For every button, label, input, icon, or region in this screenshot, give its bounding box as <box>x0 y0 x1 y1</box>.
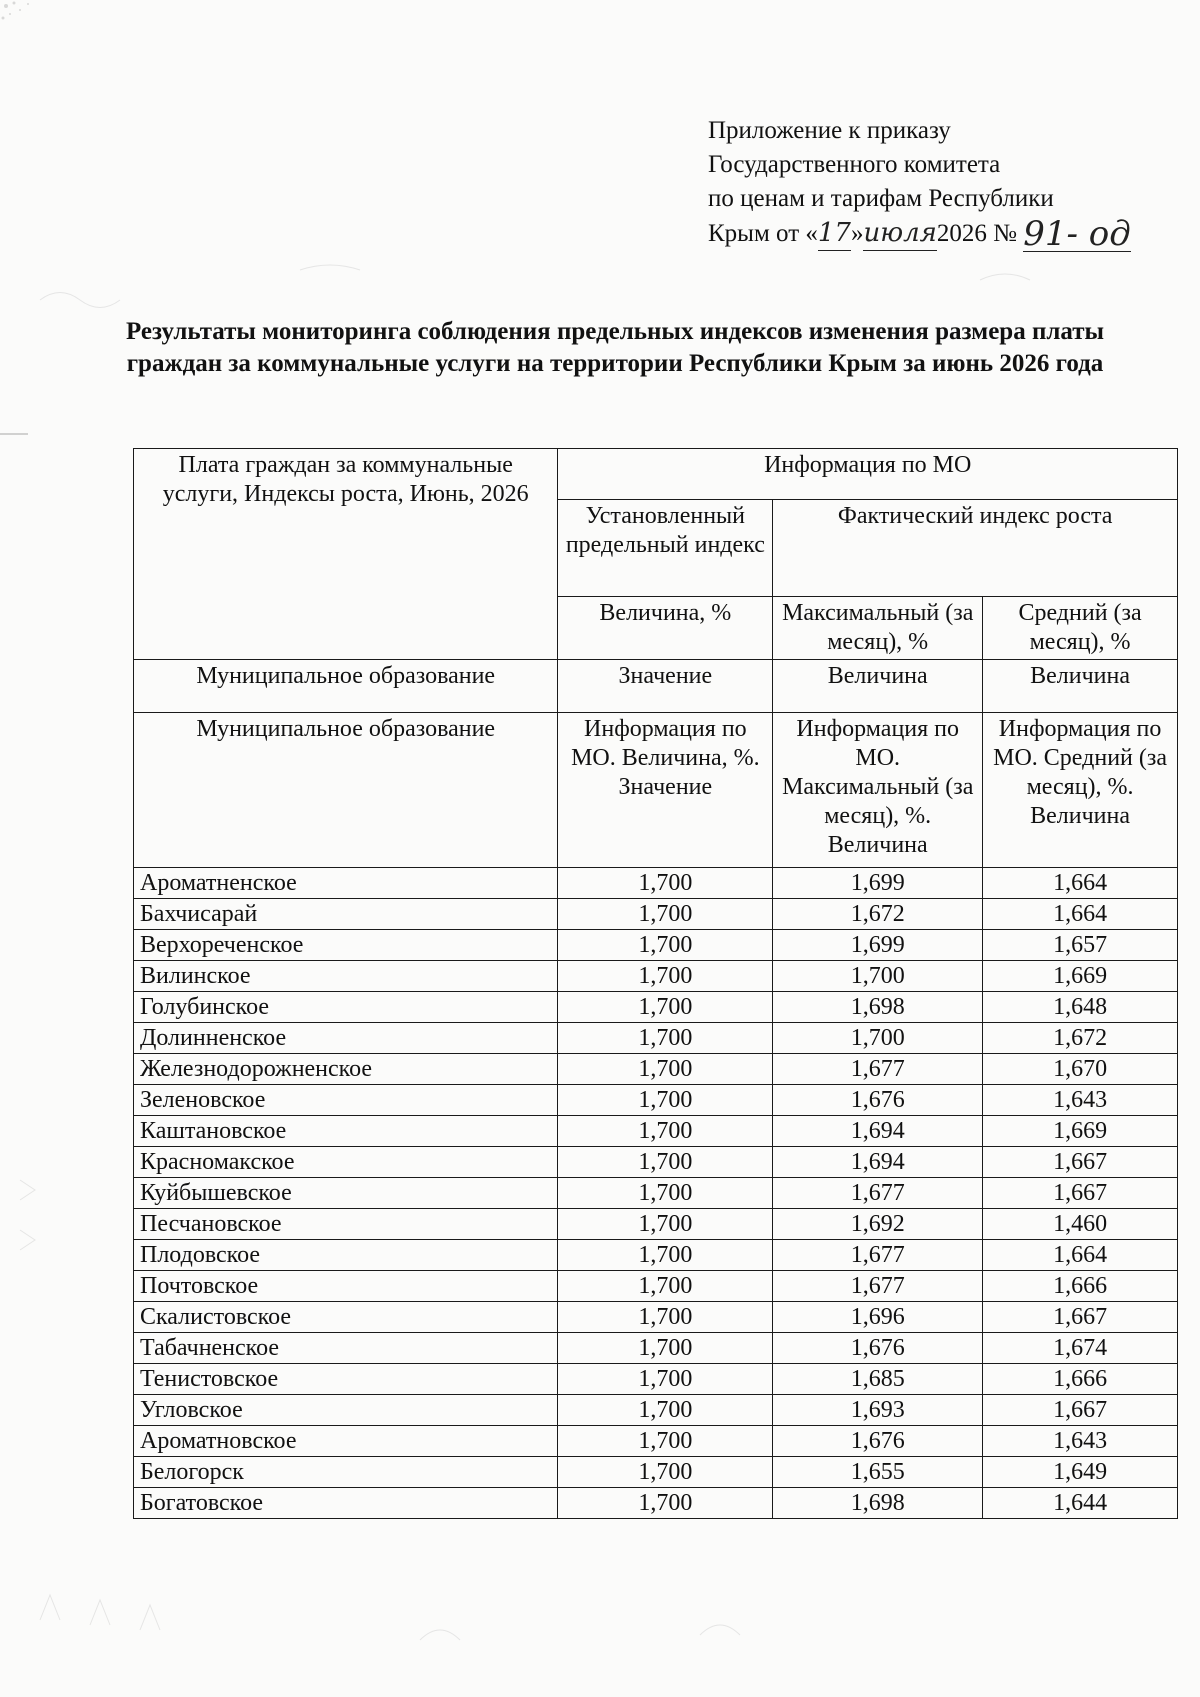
avg-value-cell: 1,667 <box>983 1147 1178 1178</box>
mo-label-header-full: Муниципальное образование <box>134 713 558 868</box>
date-prefix: Крым от « <box>708 220 818 247</box>
limit-value-cell: 1,700 <box>558 868 773 899</box>
table-row <box>134 1085 1178 1116</box>
value-pct-header: Величина, % <box>558 597 773 660</box>
table-row <box>134 1023 1178 1054</box>
table-row <box>134 1395 1178 1426</box>
table-row <box>134 1302 1178 1333</box>
municipality-name-cell: Каштановское <box>134 1116 558 1147</box>
avg-value-cell: 1,666 <box>983 1271 1178 1302</box>
municipality-name-cell: Табачненское <box>134 1333 558 1364</box>
max-value-cell: 1,696 <box>773 1302 983 1333</box>
avg-value-cell: 1,669 <box>983 961 1178 992</box>
municipality-name-cell: Ароматненское <box>134 868 558 899</box>
avg-value-cell: 1,664 <box>983 868 1178 899</box>
avg-value-cell: 1,667 <box>983 1302 1178 1333</box>
table-row <box>134 1271 1178 1302</box>
avg-value-cell: 1,669 <box>983 1116 1178 1147</box>
municipality-name-cell: Зеленовское <box>134 1085 558 1116</box>
municipality-name-cell: Железнодорожненское <box>134 1054 558 1085</box>
avg-value-cell: 1,674 <box>983 1333 1178 1364</box>
table-row <box>134 868 1178 899</box>
avg-full-header: Информация по МО. Средний (за месяц), %. Величина <box>983 713 1178 868</box>
document-title: Результаты мониторинга соблюдения предельных индексов изменения размера платы граждан за коммунальные услуги на территории Республики Крым за июнь 2026 года <box>125 318 1105 377</box>
table-row <box>134 1209 1178 1240</box>
table-row <box>134 1240 1178 1271</box>
avg-value-cell: 1,648 <box>983 992 1178 1023</box>
header-row-1 <box>134 449 1178 500</box>
max-value-cell: 1,698 <box>773 992 983 1023</box>
max-value-cell: 1,676 <box>773 1085 983 1116</box>
avg-value-cell: 1,666 <box>983 1364 1178 1395</box>
table-row <box>134 1333 1178 1364</box>
limit-value-cell: 1,700 <box>558 1209 773 1240</box>
mo-label-header: Муниципальное образование <box>134 660 558 713</box>
max-value-cell: 1,693 <box>773 1395 983 1426</box>
table-row <box>134 1178 1178 1209</box>
max-value-cell: 1,699 <box>773 868 983 899</box>
municipality-name-cell: Бахчисарай <box>134 899 558 930</box>
municipality-name-cell: Красномакское <box>134 1147 558 1178</box>
max-value-cell: 1,672 <box>773 899 983 930</box>
corner-header: Плата граждан за коммунальные услуги, Индексы роста, Июнь, 2026 <box>134 449 558 660</box>
date-quote: » <box>850 220 864 247</box>
avg-value-cell: 1,664 <box>983 1240 1178 1271</box>
limit-value-cell: 1,700 <box>558 1116 773 1147</box>
municipality-name-cell: Плодовское <box>134 1240 558 1271</box>
municipality-name-cell: Угловское <box>134 1395 558 1426</box>
info-mo-header: Информация по МО <box>558 449 1178 500</box>
limit-value-cell: 1,700 <box>558 1147 773 1178</box>
handwritten-day: 17 <box>818 216 851 251</box>
limit-value-cell: 1,700 <box>558 1085 773 1116</box>
municipality-name-cell: Почтовское <box>134 1271 558 1302</box>
handwritten-month: июля <box>863 216 936 251</box>
municipality-name-cell: Куйбышевское <box>134 1178 558 1209</box>
avg-value-cell: 1,667 <box>983 1178 1178 1209</box>
limit-value-cell: 1,700 <box>558 1426 773 1457</box>
max-value-cell: 1,694 <box>773 1147 983 1178</box>
avg-value-cell: 1,657 <box>983 930 1178 961</box>
table-row <box>134 1457 1178 1488</box>
limit-value-cell: 1,700 <box>558 992 773 1023</box>
value-label-header: Значение <box>558 660 773 713</box>
max-month-header: Максимальный (за месяц), % <box>773 597 983 660</box>
max-value-cell: 1,677 <box>773 1178 983 1209</box>
results-table <box>133 448 1178 1519</box>
table-row <box>134 1116 1178 1147</box>
limit-value-cell: 1,700 <box>558 1023 773 1054</box>
limit-value-cell: 1,700 <box>558 1395 773 1426</box>
max-value-cell: 1,677 <box>773 1271 983 1302</box>
municipality-name-cell: Верхореченское <box>134 930 558 961</box>
max-value-cell: 1,698 <box>773 1488 983 1519</box>
limit-value-cell: 1,700 <box>558 1271 773 1302</box>
table-row <box>134 1147 1178 1178</box>
date-year: 2026 № <box>936 220 1024 247</box>
avg-value-cell: 1,643 <box>983 1085 1178 1116</box>
avg-value-cell: 1,672 <box>983 1023 1178 1054</box>
max-value-cell: 1,677 <box>773 1054 983 1085</box>
table-row <box>134 1054 1178 1085</box>
avg-value-cell: 1,643 <box>983 1426 1178 1457</box>
municipality-name-cell: Долинненское <box>134 1023 558 1054</box>
max-value-cell: 1,692 <box>773 1209 983 1240</box>
max-value-cell: 1,700 <box>773 1023 983 1054</box>
limit-value-cell: 1,700 <box>558 1364 773 1395</box>
table-row <box>134 1364 1178 1395</box>
limit-value-cell: 1,700 <box>558 1054 773 1085</box>
limit-value-cell: 1,700 <box>558 1488 773 1519</box>
max-full-header: Информация по МО. Максимальный (за месяц), %. Величина <box>773 713 983 868</box>
max-value-cell: 1,699 <box>773 930 983 961</box>
appendix-line-2: Государственного комитета <box>708 151 1001 178</box>
table-row <box>134 961 1178 992</box>
avg-value-cell: 1,664 <box>983 899 1178 930</box>
municipality-name-cell: Тенистовское <box>134 1364 558 1395</box>
table-row <box>134 992 1178 1023</box>
max-value-cell: 1,676 <box>773 1426 983 1457</box>
magnitude-header-max: Величина <box>773 660 983 713</box>
avg-value-cell: 1,670 <box>983 1054 1178 1085</box>
table-row <box>134 1488 1178 1519</box>
municipality-name-cell: Ароматновское <box>134 1426 558 1457</box>
limit-value-cell: 1,700 <box>558 1240 773 1271</box>
limit-value-cell: 1,700 <box>558 1178 773 1209</box>
municipality-name-cell: Белогорск <box>134 1457 558 1488</box>
municipality-name-cell: Вилинское <box>134 961 558 992</box>
municipality-name-cell: Богатовское <box>134 1488 558 1519</box>
limit-value-cell: 1,700 <box>558 1457 773 1488</box>
max-value-cell: 1,676 <box>773 1333 983 1364</box>
max-value-cell: 1,685 <box>773 1364 983 1395</box>
table-row <box>134 899 1178 930</box>
table-row <box>134 1426 1178 1457</box>
avg-value-cell: 1,667 <box>983 1395 1178 1426</box>
limit-value-cell: 1,700 <box>558 961 773 992</box>
limit-value-cell: 1,700 <box>558 1302 773 1333</box>
appendix-line-1: Приложение к приказу <box>708 117 951 144</box>
header-row-4 <box>134 660 1178 713</box>
actual-index-header: Фактический индекс роста <box>773 500 1178 597</box>
handwritten-order-number: 91- од <box>1023 214 1131 254</box>
table-body <box>134 868 1178 1519</box>
appendix-line-3: по ценам и тарифам Республики <box>708 185 1054 212</box>
appendix-line-4 <box>708 216 1131 252</box>
max-value-cell: 1,677 <box>773 1240 983 1271</box>
max-value-cell: 1,700 <box>773 961 983 992</box>
max-value-cell: 1,694 <box>773 1116 983 1147</box>
limit-value-cell: 1,700 <box>558 930 773 961</box>
table-row <box>134 930 1178 961</box>
max-value-cell: 1,655 <box>773 1457 983 1488</box>
avg-value-cell: 1,649 <box>983 1457 1178 1488</box>
avg-month-header: Средний (за месяц), % <box>983 597 1178 660</box>
avg-value-cell: 1,644 <box>983 1488 1178 1519</box>
established-limit-header: Установленный предельный индекс <box>558 500 773 597</box>
limit-full-header: Информация по МО. Величина, %. Значение <box>558 713 773 868</box>
limit-value-cell: 1,700 <box>558 899 773 930</box>
magnitude-header-avg: Величина <box>983 660 1178 713</box>
avg-value-cell: 1,460 <box>983 1209 1178 1240</box>
limit-value-cell: 1,700 <box>558 1333 773 1364</box>
municipality-name-cell: Голубинское <box>134 992 558 1023</box>
municipality-name-cell: Песчановское <box>134 1209 558 1240</box>
appendix-header <box>708 114 1131 252</box>
municipality-name-cell: Скалистовское <box>134 1302 558 1333</box>
header-row-5 <box>134 713 1178 868</box>
